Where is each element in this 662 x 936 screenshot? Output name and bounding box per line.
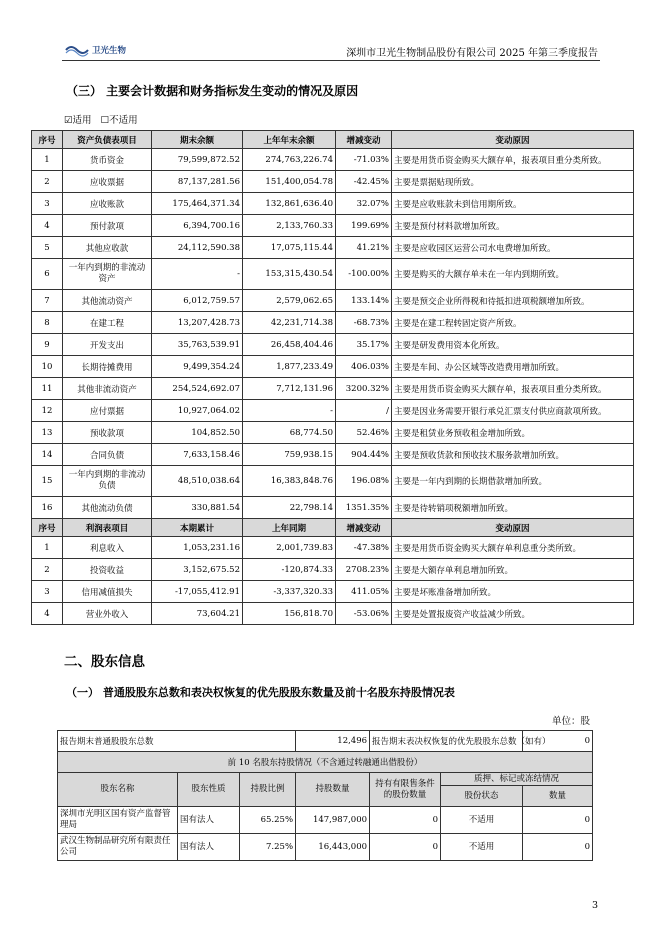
table-row (32, 400, 634, 422)
report-header-title: 深圳市卫光生物制品股份有限公司 2025 年第三季度报告 (346, 48, 598, 59)
table-cell: 3 (32, 193, 63, 215)
table-cell: 15 (32, 466, 63, 497)
table-cell: 主要是用货币资金购买大额存单，报表项目重分类所致。 (392, 378, 634, 400)
table-cell: -17,055,412.91 (152, 581, 243, 603)
table-row (32, 259, 634, 290)
table-cell: 主要是应收账款未到信用期所致。 (392, 193, 634, 215)
table-cell: 7,633,158.46 (152, 444, 243, 466)
table-cell: -47.38% (336, 537, 392, 559)
applicability-options (64, 112, 138, 126)
table-row (32, 378, 634, 400)
pref-holders-label: 报告期末表决权恢复的优先股股东总数（如有） (370, 731, 523, 752)
table-cell: 主要是预收货款和预收技术服务款增加所致。 (392, 444, 634, 466)
table-cell: 10 (32, 356, 63, 378)
table-cell: 73,604.21 (152, 603, 243, 625)
table-cell: 35.17% (336, 334, 392, 356)
col-status: 股份状态 (441, 786, 523, 807)
table-cell: 26,458,404.46 (243, 334, 336, 356)
table-cell: 6 (32, 259, 63, 290)
table-cell: 应付票据 (63, 400, 152, 422)
table-cell: 6,394,700.16 (152, 215, 243, 237)
table-cell: 4 (32, 603, 63, 625)
pref-holders-value: 0 (523, 731, 593, 752)
table-cell: -71.03% (336, 149, 392, 171)
logo-text: 卫光生物 (92, 46, 127, 56)
total-holders-label: 报告期末普通股股东总数 (58, 731, 296, 752)
table-cell: 主要是一年内到期的长期借款增加所致。 (392, 466, 634, 497)
unit-label: 单位：股 (551, 716, 590, 727)
table-cell: 主要是预交企业所得税和待抵扣进项税额增加所致。 (392, 290, 634, 312)
table-row (32, 334, 634, 356)
table-cell: 2708.23% (336, 559, 392, 581)
table-cell: 12 (32, 400, 63, 422)
table-cell: 其他应收款 (63, 237, 152, 259)
table-cell: -100.00% (336, 259, 392, 290)
table-cell: 904.44% (336, 444, 392, 466)
table-cell: 主要是应收园区运营公司水电费增加所致。 (392, 237, 634, 259)
table-cell: 199.69% (336, 215, 392, 237)
table-cell: 52.46% (336, 422, 392, 444)
table-cell: 2,579,062.65 (243, 290, 336, 312)
page-number: 3 (591, 900, 598, 911)
table-cell: 2 (32, 171, 63, 193)
table-cell: 175,464,371.34 (152, 193, 243, 215)
table-cell: 不适用 (441, 807, 523, 834)
table-row (32, 466, 634, 497)
table-cell: 16,443,000 (296, 834, 370, 861)
table-cell: 22,798.14 (243, 497, 336, 519)
table-cell: 156,818.70 (243, 603, 336, 625)
shareholder-row (58, 807, 593, 834)
table-cell: 7 (32, 290, 63, 312)
table-cell: 1 (32, 537, 63, 559)
table-cell: 2 (32, 559, 63, 581)
table-cell: 其他流动负债 (63, 497, 152, 519)
table-cell: 16 (32, 497, 63, 519)
table-cell: 406.03% (336, 356, 392, 378)
table-cell: 主要是用货币资金购买大额存单利息重分类所致。 (392, 537, 634, 559)
shareholder-row (58, 834, 593, 861)
table-cell: 17,075,115.44 (243, 237, 336, 259)
table-row (32, 559, 634, 581)
column-header: 本期累计 (152, 519, 243, 537)
table-cell: 主要是票据贴现所致。 (392, 171, 634, 193)
shareholder-total-row (58, 731, 593, 752)
table-cell: 759,938.15 (243, 444, 336, 466)
col-ratio: 持股比例 (240, 773, 296, 807)
table-cell: 应收账款 (63, 193, 152, 215)
shareholder-table (57, 730, 593, 861)
table-cell: 其他流动资产 (63, 290, 152, 312)
table-cell: 104,852.50 (152, 422, 243, 444)
table-cell: 国有法人 (178, 834, 240, 861)
table-cell: 1,877,233.49 (243, 356, 336, 378)
table-cell: - (243, 400, 336, 422)
applicable-checkbox[interactable]: ☑适用 (64, 115, 92, 126)
table-cell: 330,881.54 (152, 497, 243, 519)
table-cell: 主要是车间、办公区域等改造费用增加所致。 (392, 356, 634, 378)
table-cell: 信用减值损失 (63, 581, 152, 603)
table-cell: 7,712,131.96 (243, 378, 336, 400)
table-cell: 主要是因业务需要开银行承兑汇票支付供应商款项所致。 (392, 400, 634, 422)
table-cell: -68.73% (336, 312, 392, 334)
table-cell: 4 (32, 215, 63, 237)
table-cell: 254,524,692.07 (152, 378, 243, 400)
table-cell: 133.14% (336, 290, 392, 312)
table-row (32, 237, 634, 259)
table-cell: 主要是在建工程转固定资产所致。 (392, 312, 634, 334)
table-cell: 主要是研发费用资本化所致。 (392, 334, 634, 356)
table-cell: 主要是大额存单利息增加所致。 (392, 559, 634, 581)
column-header: 期末余额 (152, 131, 243, 149)
table-cell: 0 (523, 807, 593, 834)
table-cell: 151,400,054.78 (243, 171, 336, 193)
table-cell: 8 (32, 312, 63, 334)
table-cell: 35,763,539.91 (152, 334, 243, 356)
shareholder-header-row (58, 773, 593, 786)
table-row (32, 537, 634, 559)
table-cell: 24,112,590.38 (152, 237, 243, 259)
table-cell: 65.25% (240, 807, 296, 834)
table-row (32, 312, 634, 334)
col-nature: 股东性质 (178, 773, 240, 807)
table-cell: -120,874.33 (243, 559, 336, 581)
table-cell: 开发支出 (63, 334, 152, 356)
table-cell: 0 (370, 834, 441, 861)
table-cell: 13 (32, 422, 63, 444)
table-row (32, 171, 634, 193)
table-cell: - (152, 259, 243, 290)
column-header: 资产负债表项目 (63, 131, 152, 149)
table-cell: -42.45% (336, 171, 392, 193)
col-pledge: 质押、标记或冻结情况 (441, 773, 593, 786)
table-cell: 68,774.50 (243, 422, 336, 444)
header-divider (62, 60, 600, 61)
table-row (32, 149, 634, 171)
table-cell: 不适用 (441, 834, 523, 861)
table-cell: 一年内到期的非流动负债 (63, 466, 152, 497)
table-cell: 主要是处置报废资产收益减少所致。 (392, 603, 634, 625)
table-cell: 10,927,064.02 (152, 400, 243, 422)
table-cell: 主要是预付材料款增加所致。 (392, 215, 634, 237)
table-cell: 其他非流动资产 (63, 378, 152, 400)
column-header: 序号 (32, 131, 63, 149)
column-header: 增减变动 (336, 131, 392, 149)
col-restricted: 持有有限售条件的股份数量 (370, 773, 441, 807)
table-cell: 41.21% (336, 237, 392, 259)
table-cell: 147,987,000 (296, 807, 370, 834)
column-header: 变动原因 (392, 131, 634, 149)
col-count: 数量 (523, 786, 593, 807)
table-cell: 1 (32, 149, 63, 171)
col-qty: 持股数量 (296, 773, 370, 807)
table-cell: 3,152,675.52 (152, 559, 243, 581)
table-cell: 196.08% (336, 466, 392, 497)
table-cell: 2,133,760.33 (243, 215, 336, 237)
table-cell: 153,315,430.54 (243, 259, 336, 290)
table-cell: -53.06% (336, 603, 392, 625)
table-row (32, 497, 634, 519)
table-cell: 16,383,848.76 (243, 466, 336, 497)
table-cell: 主要是待转销项税额增加所致。 (392, 497, 634, 519)
table-cell: 一年内到期的非流动资产 (63, 259, 152, 290)
table-cell: 2,001,739.83 (243, 537, 336, 559)
not-applicable-checkbox[interactable]: ☐不适用 (100, 115, 138, 126)
table-cell: 武汉生物制品研究所有限责任公司 (58, 834, 178, 861)
shareholder-subheading: （一） 普通股股东总数和表决权恢复的优先股股东数量及前十名股东持股情况表 (66, 686, 455, 699)
table-cell: 7.25% (240, 834, 296, 861)
table-row (32, 193, 634, 215)
table-cell: 投资收益 (63, 559, 152, 581)
column-header: 上年同期 (243, 519, 336, 537)
column-header: 序号 (32, 519, 63, 537)
logo-icon (64, 43, 90, 57)
table-cell: 11 (32, 378, 63, 400)
table-cell: / (336, 400, 392, 422)
table-cell: 合同负债 (63, 444, 152, 466)
table-cell: 主要是租赁业务预收租金增加所致。 (392, 422, 634, 444)
table-cell: 营业外收入 (63, 603, 152, 625)
table-row (32, 581, 634, 603)
table-cell: 32.07% (336, 193, 392, 215)
balance-header-row (32, 131, 634, 149)
column-header: 增减变动 (336, 519, 392, 537)
table-row (32, 603, 634, 625)
table-row (32, 356, 634, 378)
table-cell: 132,861,636.40 (243, 193, 336, 215)
table-cell: 主要是用货币资金购买大额存单，报表项目重分类所致。 (392, 149, 634, 171)
financial-changes-table (31, 130, 634, 625)
table-cell: 411.05% (336, 581, 392, 603)
table-cell: 1,053,231.16 (152, 537, 243, 559)
table-cell: 3 (32, 581, 63, 603)
table-cell: 货币资金 (63, 149, 152, 171)
table-row (32, 215, 634, 237)
company-logo (64, 42, 126, 58)
table-cell: 42,231,714.38 (243, 312, 336, 334)
table-cell: 3200.32% (336, 378, 392, 400)
table-cell: 274,763,226.74 (243, 149, 336, 171)
income-header-row (32, 519, 634, 537)
table-cell: 在建工程 (63, 312, 152, 334)
table-cell: 国有法人 (178, 807, 240, 834)
table-row (32, 422, 634, 444)
column-header: 变动原因 (392, 519, 634, 537)
table-cell: 预收款项 (63, 422, 152, 444)
table-cell: 87,137,281.56 (152, 171, 243, 193)
table-cell: 6,012,759.57 (152, 290, 243, 312)
top10-title: 前 10 名股东持股情况（不含通过转融通出借股份） (58, 752, 593, 773)
table-cell: 利息收入 (63, 537, 152, 559)
table-cell: -3,337,320.33 (243, 581, 336, 603)
table-cell: 深圳市光明区国有资产监督管理局 (58, 807, 178, 834)
table-cell: 预付款项 (63, 215, 152, 237)
section-heading: （三） 主要会计数据和财务指标发生变动的情况及原因 (66, 84, 359, 98)
table-cell: 79,599,872.52 (152, 149, 243, 171)
total-holders-value: 12,496 (296, 731, 370, 752)
table-cell: 48,510,038.64 (152, 466, 243, 497)
table-cell: 0 (523, 834, 593, 861)
table-cell: 13,207,428.73 (152, 312, 243, 334)
table-cell: 0 (370, 807, 441, 834)
column-header: 利润表项目 (63, 519, 152, 537)
table-cell: 9 (32, 334, 63, 356)
table-cell: 1351.35% (336, 497, 392, 519)
table-cell: 主要是购买的大额存单未在一年内到期所致。 (392, 259, 634, 290)
table-cell: 应收票据 (63, 171, 152, 193)
table-cell: 14 (32, 444, 63, 466)
table-cell: 主要是坏账准备增加所致。 (392, 581, 634, 603)
table-cell: 5 (32, 237, 63, 259)
top10-title-row (58, 752, 593, 773)
column-header: 上年年末余额 (243, 131, 336, 149)
shareholder-section-heading: 二、股东信息 (64, 654, 145, 670)
table-row (32, 290, 634, 312)
table-cell: 长期待摊费用 (63, 356, 152, 378)
col-name: 股东名称 (58, 773, 178, 807)
table-row (32, 444, 634, 466)
table-cell: 9,499,354.24 (152, 356, 243, 378)
